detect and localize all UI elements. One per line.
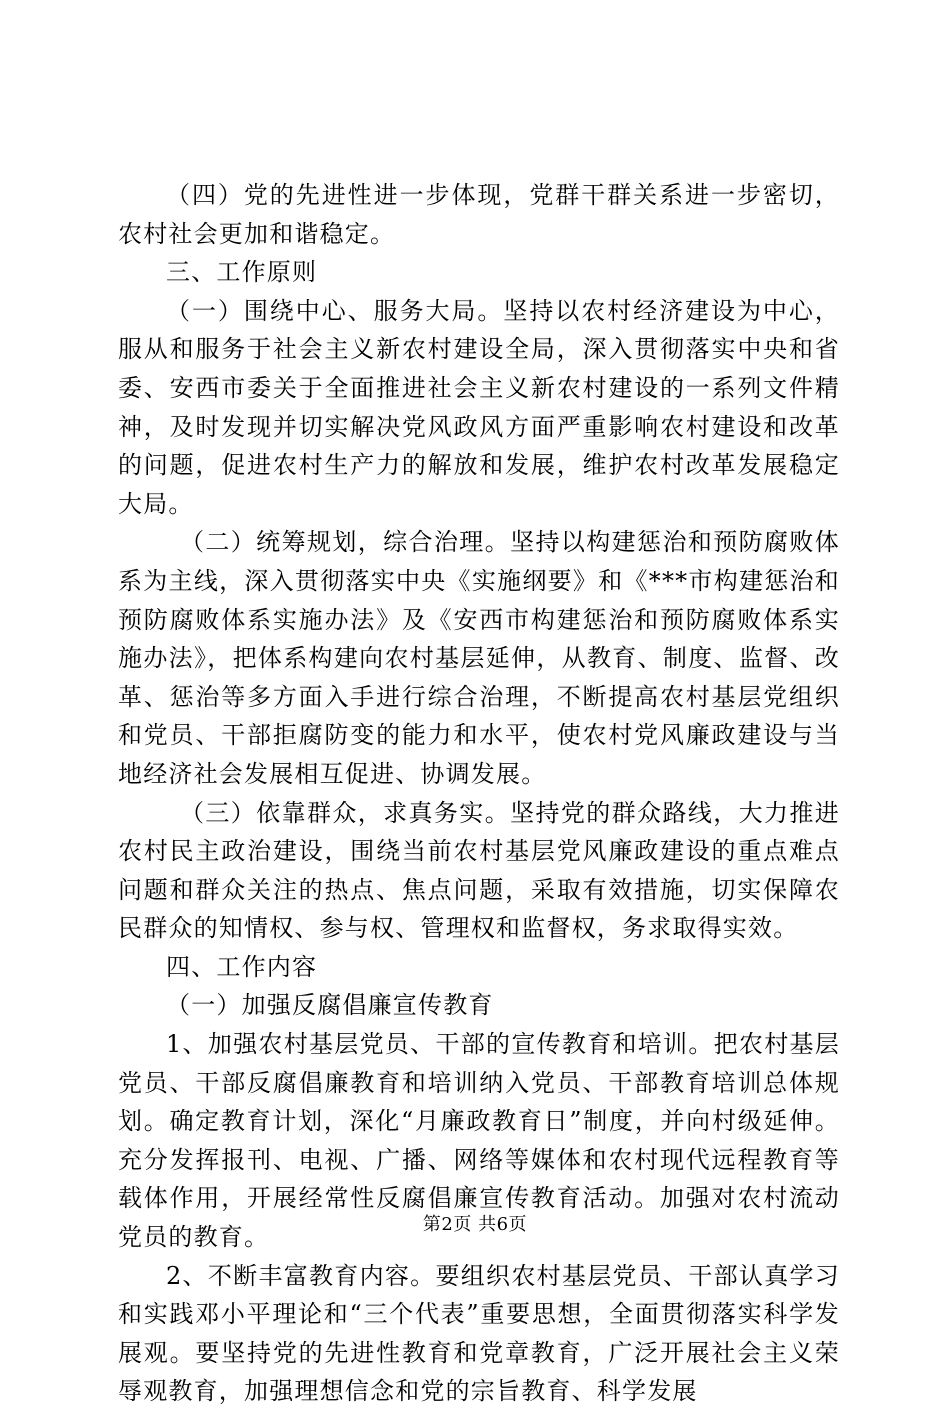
paragraph-principle-1: （一）围绕中心、服务大局。坚持以农村经济建设为中心，服从和服务于社会主义新农村建设全局，深入贯彻落实中央和省委、安西市委关于全面推进社会主义新农村建设的一系列文件精神，及时发现并切实解决党风政风方面严重影响农村建设和改革的问题，促进农村生产力的解放和发展，维护农村改革发展稳定大局。 — [118, 296, 840, 518]
paragraph-item-1: 1、加强农村基层党员、干部的宣传教育和培训。把农村基层党员、干部反腐倡廉教育和培训纳入党员、干部教育培训总体规划。确定教育计划，深化“月廉政教育日”制度，并向村级延伸。充分发挥报刊、电视、广播、网络等媒体和农村现代远程教育等载体作用，开展经常性反腐倡廉宣传教育活动。加强对农村流动党员的教育。 — [118, 1030, 840, 1252]
page-number-footer: 第2页 共6页 — [422, 1214, 528, 1235]
subheading-education: （一）加强反腐倡廉宣传教育 — [166, 991, 494, 1020]
paragraph-principle-3: （三）依靠群众，求真务实。坚持党的群众路线，大力推进农村民主政治建设，围绕当前农村基层党风廉政建设的重点难点问题和群众关注的热点、焦点问题，采取有效措施，切实保障农民群众的知情权、参与权、管理权和监督权，务求取得实效。 — [118, 798, 840, 943]
paragraph-party-progress: （四）党的先进性进一步体现，党群干群关系进一步密切，农村社会更加和谐稳定。 — [118, 181, 840, 248]
heading-work-principles: 三、工作原则 — [166, 258, 318, 287]
paragraph-item-2: 2、不断丰富教育内容。要组织农村基层党员、干部认真学习和实践邓小平理论和“三个代表”重要思想，全面贯彻落实科学发展观。要坚持党的先进性教育和党章教育，广泛开展社会主义荣辱观教育，加强理想信念和党的宗旨教育、科学发展 — [118, 1261, 840, 1406]
paragraph-principle-2: （二）统筹规划，综合治理。坚持以构建惩治和预防腐败体系为主线，深入贯彻落实中央《实施纲要》和《***市构建惩治和预防腐败体系实施办法》及《安西市构建惩治和预防腐败体系实施办法》，把体系构建向农村基层延伸，从教育、制度、监督、改革、惩治等多方面入手进行综合治理，不断提高农村基层党组织和党员、干部拒腐防变的能力和水平，使农村党风廉政建设与当地经济社会发展相互促进、协调发展。 — [118, 528, 840, 788]
heading-work-content: 四、工作内容 — [166, 952, 318, 981]
